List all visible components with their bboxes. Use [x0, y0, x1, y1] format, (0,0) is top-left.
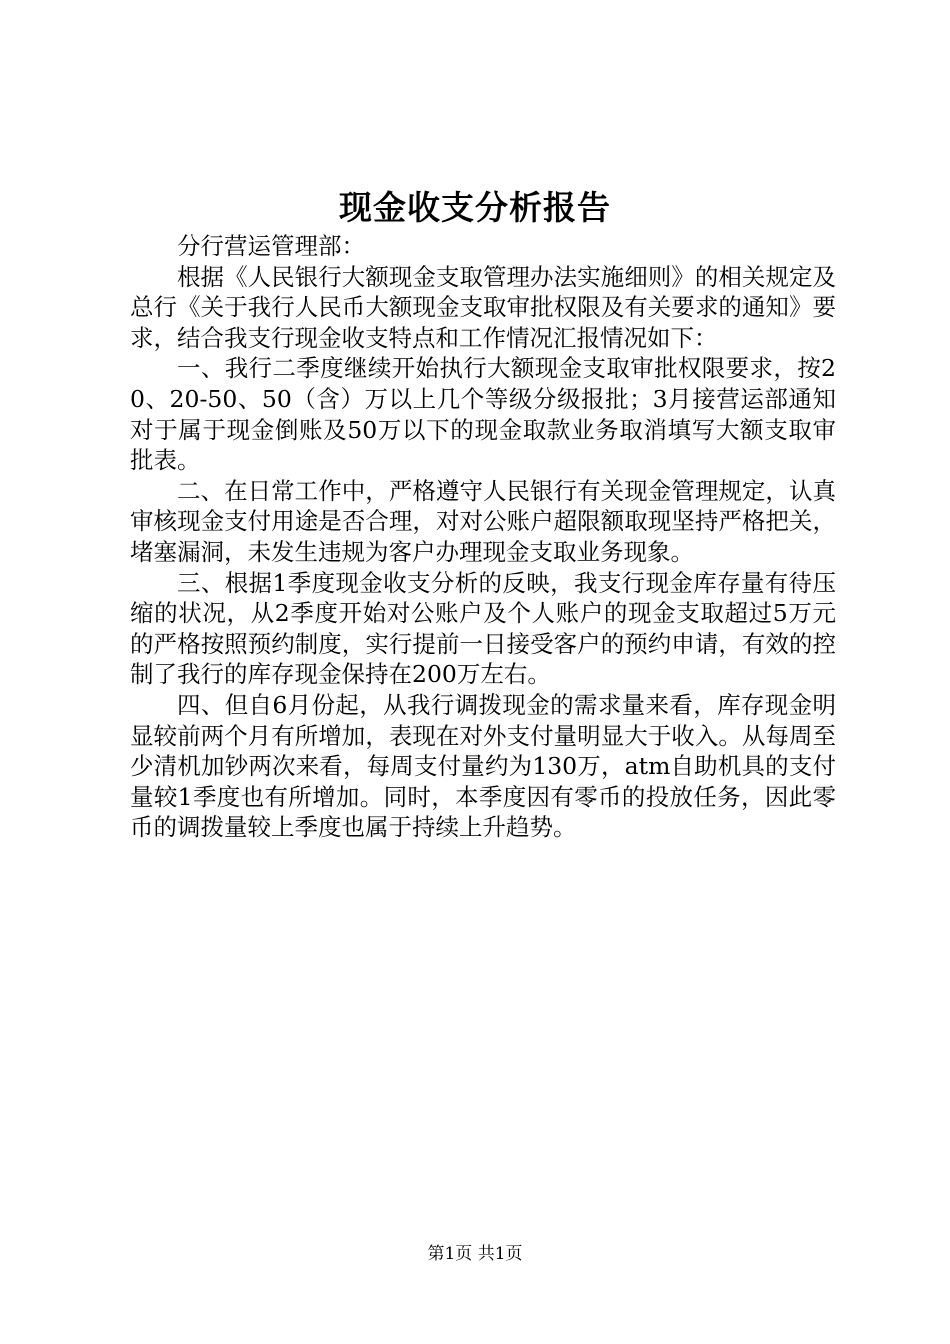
paragraph-intro: 根据《人民银行大额现金支取管理办法实施细则》的相关规定及总行《关于我行人民币大额现金支取审批权限及有关要求的通知》要求，结合我支行现金收支特点和工作情况汇报情况如下：: [130, 262, 836, 352]
paragraph-section-4: 四、但自6月份起，从我行调拨现金的需求量来看，库存现金明显较前两个月有所增加，表现在对外支付量明显大于收入。从每周至少清机加钞两次来看，每周支付量约为130万，atm自助机具的支付量较1季度也有所增加。同时，本季度因有零币的投放任务，因此零币的调拨量较上季度也属于持续上升趋势。: [130, 690, 836, 842]
paragraph-section-1: 一、我行二季度继续开始执行大额现金支取审批权限要求，按20、20-50、50（含）万以上几个等级分级报批；3月接营运部通知对于属于现金倒账及50万以下的现金取款业务取消填写大额支取审批表。: [130, 354, 836, 475]
document-body: [130, 231, 836, 843]
page-number-footer: 第1页 共1页: [427, 1244, 523, 1264]
paragraph-section-3: 三、根据1季度现金收支分析的反映，我支行现金库存量有待压缩的状况，从2季度开始对公账户及个人账户的现金支取超过5万元的严格按照预约制度，实行提前一日接受客户的预约申请，有效的控制了我行的库存现金保持在200万左右。: [130, 568, 836, 689]
document-title: 现金收支分析报告: [339, 188, 611, 227]
paragraph-section-2: 二、在日常工作中，严格遵守人民银行有关现金管理规定，认真审核现金支付用途是否合理，对对公账户超限额取现坚持严格把关，堵塞漏洞，未发生违规为客户办理现金支取业务现象。: [130, 476, 836, 566]
salutation: 分行营运管理部：: [177, 232, 365, 260]
